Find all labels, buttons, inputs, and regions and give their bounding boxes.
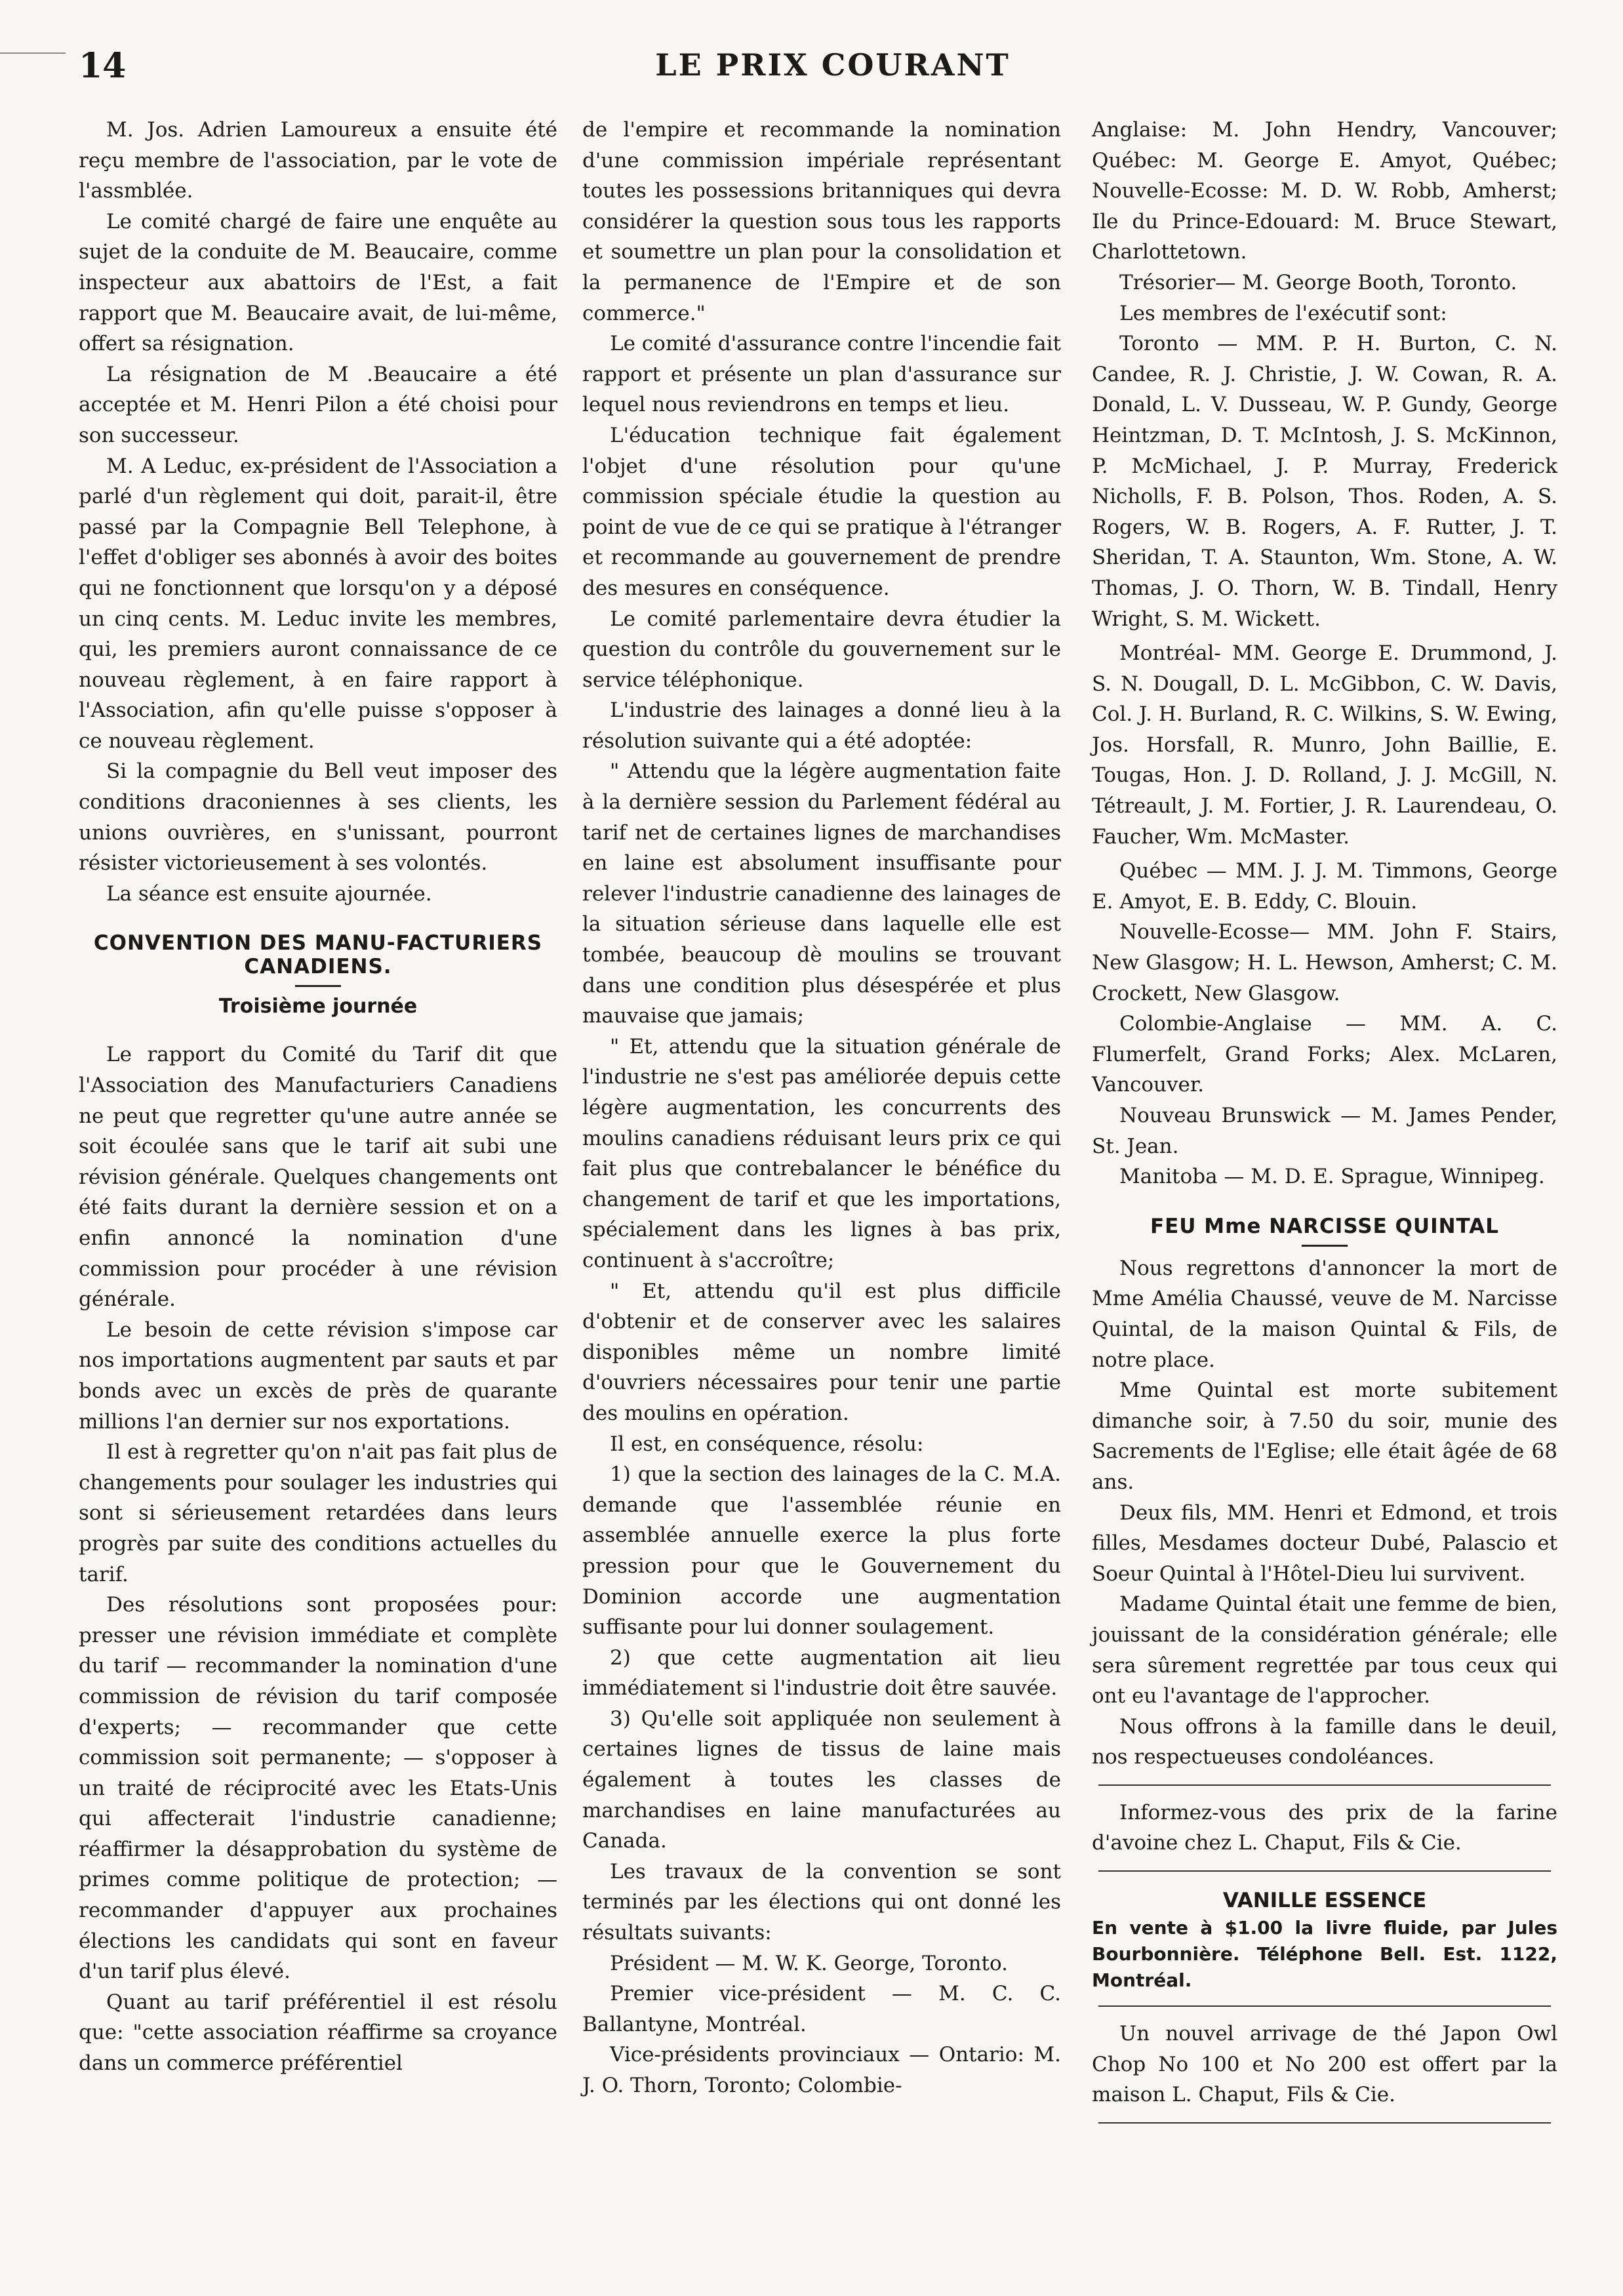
paragraph: de l'empire et recommande la nomination d'une commission impériale représentant toutes les possessions britanniques qui devra considérer la question sous tous les rapports et soumettre un plan pour la consolidation et la permanence de l'Empire et de son commerce." — [582, 118, 1061, 325]
page-edge-line — [0, 52, 66, 54]
paragraph: Madame Quintal était une femme de bien, jouissant de la considération générale; elle sera sûrement regrettée par tous ceux qui ont eu l'avantage de l'approcher. — [1092, 1592, 1557, 1708]
paragraph: Manitoba — M. D. E. Sprague, Winnipeg. — [1119, 1165, 1545, 1189]
paragraph: Il est, en conséquence, résolu: — [610, 1432, 924, 1456]
divider — [1098, 2005, 1551, 2007]
paragraph: Montréal- MM. George E. Drummond, J. S. N. Dougall, D. L. McGibbon, C. W. Davis, Col. J. H. Burland, R. C. Wilkins, S. W. Ewing, Jos. Horsfall, R. Munro, John Baillie, E. Tougas, Hon. J. D. Rolland, J. J. McGill, N. Tétreault, J. M. Fortier, J. R. Laurendeau, O. Faucher, Wm. McMaster. — [1092, 641, 1557, 849]
paragraph: Quant au tarif préférentiel il est résolu que: "cette association réaffirme sa croyance dans un commerce préférentiel — [79, 1990, 557, 2076]
notice-tea: Un nouvel arrivage de thé Japon Owl Chop No 100 et No 200 est offert par la maison L. Chaput, Fils & Cie. — [1092, 2022, 1557, 2107]
paragraph: 3) Qu'elle soit appliquée non seulement à certaines lignes de tissus de laine mais également à toutes les classes de marchandises en laine manufacturées au Canada. — [582, 1706, 1061, 1853]
paragraph: Colombie-Anglaise — MM. A. C. Flumerfelt, Grand Forks; Alex. McLaren, Vancouver. — [1092, 1012, 1557, 1097]
ad-title: VANILLE ESSENCE — [1222, 1889, 1427, 1913]
paragraph: Président — M. W. K. George, Toronto. — [610, 1951, 1008, 1975]
page-number: 14 — [79, 46, 127, 86]
journal-title: LE PRIX COURANT — [655, 47, 1011, 83]
paragraph: Le besoin de cette révision s'impose car nos importations augmentent par sauts et par bonds avec un excès de près de quarante millions l'an dernier sur nos exportations. — [79, 1318, 557, 1434]
section-title: CONVENTION DES MANU-FACTURIERS CANADIENS. — [93, 931, 543, 979]
paragraph: Premier vice-président — M. C. C. Ballantyne, Montréal. — [582, 1982, 1061, 2036]
column-2 — [582, 115, 1061, 2101]
paragraph: Deux fils, MM. Henri et Edmond, et trois filles, Mesdames docteur Dubé, Palascio et Soeur Quintal à l'Hôtel-Dieu lui survivent. — [1092, 1500, 1557, 1586]
column-1 — [79, 115, 557, 2079]
paragraph: Mme Quintal est morte subitement dimanche soir, à 7.50 du soir, munie des Sacrements de l'Eglise; elle était âgée de 68 ans. — [1092, 1379, 1557, 1494]
paragraph: M. A Leduc, ex-président de l'Association a parlé d'un règlement qui doit, parait-il, être passé par la Compagnie Bell Telephone, à l'effet d'obliger ses abonnés à avoir des boites qui ne fonctionnent que lorsqu'on y a déposé un cinq cents. M. Leduc invite les membres, qui, les premiers auront connaissance de ce nouveau règlement, à en faire rapport à l'Association, afin qu'elle puisse s'opposer à ce nouveau règlement. — [79, 454, 557, 753]
paragraph: Si la compagnie du Bell veut imposer des conditions draconiennes à ses clients, les unions ouvrières, en s'unissant, pourront résister victorieusement à ses volontés. — [79, 759, 557, 876]
divider — [1302, 1245, 1348, 1247]
paragraph: " Attendu que la légère augmentation faite à la dernière session du Parlement fédéral au tarif net de certaines lignes de marchandises en laine est absolument insuffisante pour relever l'industrie canadienne des lainages de la situation sérieuse dans laquelle elle est tombée, beaucoup dè moulins se trouvant dans une condition plus désespérée et plus mauvaise que jamais; — [582, 759, 1061, 1028]
paragraph: Vice-présidents provinciaux — Ontario: M. J. O. Thorn, Toronto; Colombie- — [582, 2043, 1061, 2097]
paragraph: Le comité parlementaire devra étudier la question du contrôle du gouvernement sur le service téléphonique. — [582, 607, 1061, 692]
paragraph: Les membres de l'exécutif sont: — [1119, 301, 1447, 325]
divider — [1098, 2122, 1551, 2124]
obituary-title: FEU Mme NARCISSE QUINTAL — [1150, 1214, 1500, 1238]
divider — [1098, 1870, 1551, 1872]
page-header — [79, 46, 1587, 92]
paragraph: " Et, attendu qu'il est plus difficile d'obtenir et de conserver avec les salaires disponibles même un nombre limité d'ouvriers nécessaires pour tenir une partie des moulins en opération. — [582, 1279, 1061, 1425]
column-3 — [1092, 115, 1557, 2135]
paragraph: La séance est ensuite ajournée. — [106, 881, 432, 906]
paragraph: Les travaux de la convention se sont terminés par les élections qui ont donné les résultats suivants: — [582, 1859, 1061, 1945]
paragraph: L'industrie des lainages a donné lieu à la résolution suivante qui a été adoptée: — [582, 698, 1061, 753]
paragraph: 2) que cette augmentation ait lieu immédiatement si l'industrie doit être sauvée. — [582, 1645, 1061, 1701]
paragraph: 1) que la section des lainages de la C. M.A. demande que l'assemblée réunie en assemblée annuelle exerce la plus forte pression pour que le Gouvernement du Dominion accorde une augmentation suffisante pour lui donner soulagement. — [582, 1462, 1061, 1640]
paragraph: Nous offrons à la famille dans le deuil, nos respectueuses condoléances. — [1092, 1714, 1557, 1769]
paragraph: Nous regrettons d'annoncer la mort de Mme Amélia Chaussé, veuve de M. Narcisse Quintal, de la maison Quintal & Fils, de notre place. — [1092, 1256, 1557, 1372]
ad-text: En vente à $1.00 la livre fluide, par Jules Bourbonnière. Téléphone Bell. Est. 1122, Montréal. — [1092, 1917, 1557, 1992]
paragraph: Toronto — MM. P. H. Burton, C. N. Candee, R. J. Christie, J. W. Cowan, R. A. Donald, L. V. Dusseau, W. P. Gundy, George Heintzman, D. T. McIntosh, J. S. McKinnon, P. McMichael, J. P. Murray, Frederick Nicholls, F. B. Polson, Thos. Roden, A. S. Rogers, W. B. Rogers, A. F. Rutter, J. T. Sheridan, T. A. Staunton, Wm. Stone, A. W. Thomas, J. O. Thorn, W. B. Tindall, Henry Wright, S. M. Wickett. — [1092, 332, 1557, 631]
divider — [295, 985, 341, 987]
paragraph: Le comité d'assurance contre l'incendie fait rapport et présente un plan d'assurance sur lequel nous reviendrons en temps et lieu. — [582, 332, 1061, 417]
paragraph: La résignation de M .Beaucaire a été acceptée et M. Henri Pilon a été choisi pour son successeur. — [79, 362, 557, 447]
paragraph: Le rapport du Comité du Tarif dit que l'Association des Manufacturiers Canadiens ne peut que regretter qu'une autre année se soit écoulée sans que le tarif ait subi une révision générale. Quelques changements ont été faits durant la dernière session et on a enfin annoncé la nomination d'une commission pour procéder à une révision générale. — [79, 1043, 557, 1312]
paragraph: L'éducation technique fait également l'objet d'une résolution pour qu'une commission spéciale étudie la question au point de vue de ce qui se pratique à l'étranger et recommande au gouvernement de prendre des mesures en conséquence. — [582, 423, 1061, 600]
paragraph: Il est à regretter qu'on n'ait pas fait plus de changements pour soulager les industries qui sont si sérieusement retardées dans leurs progrès par suite des conditions actuelles du tarif. — [79, 1440, 557, 1586]
divider — [1098, 1784, 1551, 1786]
paragraph: Nouvelle-Ecosse— MM. John F. Stairs, New Glasgow; H. L. Hewson, Amherst; C. M. Crockett, New Glasgow. — [1092, 920, 1557, 1005]
paragraph: M. Jos. Adrien Lamoureux a ensuite été reçu membre de l'association, par le vote de l'assmblée. — [79, 118, 557, 203]
notice-flour: Informez-vous des prix de la farine d'avoine chez L. Chaput, Fils & Cie. — [1092, 1800, 1557, 1855]
paragraph: Le comité chargé de faire une enquête au sujet de la conduite de M. Beaucaire, comme inspecteur aux abattoirs de l'Est, a fait rapport que M. Beaucaire avait, de lui-même, offert sa résignation. — [79, 209, 557, 356]
paragraph: Anglaise: M. John Hendry, Vancouver; Québec: M. George E. Amyot, Québec; Nouvelle-Ecosse: M. D. W. Robb, Amherst; Ile du Prince-Edouard: M. Bruce Stewart, Charlottetown. — [1092, 118, 1557, 264]
paragraph: Trésorier— M. George Booth, Toronto. — [1119, 270, 1517, 294]
paragraph: Nouveau Brunswick — M. James Pender, St. Jean. — [1092, 1104, 1557, 1158]
paragraph: Des résolutions sont proposées pour: presser une révision immédiate et complète du tarif — recommander la nomination d'une commission de révision du tarif composée d'experts; — recommander que cette commission soit permanente; — s'opposer à un traité de réciprocité avec les Etats-Unis qui affecterait l'industrie canadienne; réaffirmer la désapprobation du système de primes comme politique de protection; — recommander d'appuyer aux prochaines élections les candidats qui sont en faveur d'un tarif plus élevé. — [79, 1593, 557, 1984]
paragraph: Québec — MM. J. J. M. Timmons, George E. Amyot, E. B. Eddy, C. Blouin. — [1092, 859, 1557, 914]
section-subtitle: Troisième journée — [218, 995, 418, 1018]
paragraph: " Et, attendu que la situation générale de l'industrie ne s'est pas améliorée depuis cette légère augmentation, les concurrents des moulins canadiens réduisant leurs prix ce qui fait plus que contrebalancer le bénéfice du changement de tarif et que les importations, spécialement dans les lignes à bas prix, continuent à s'accroître; — [582, 1034, 1061, 1272]
